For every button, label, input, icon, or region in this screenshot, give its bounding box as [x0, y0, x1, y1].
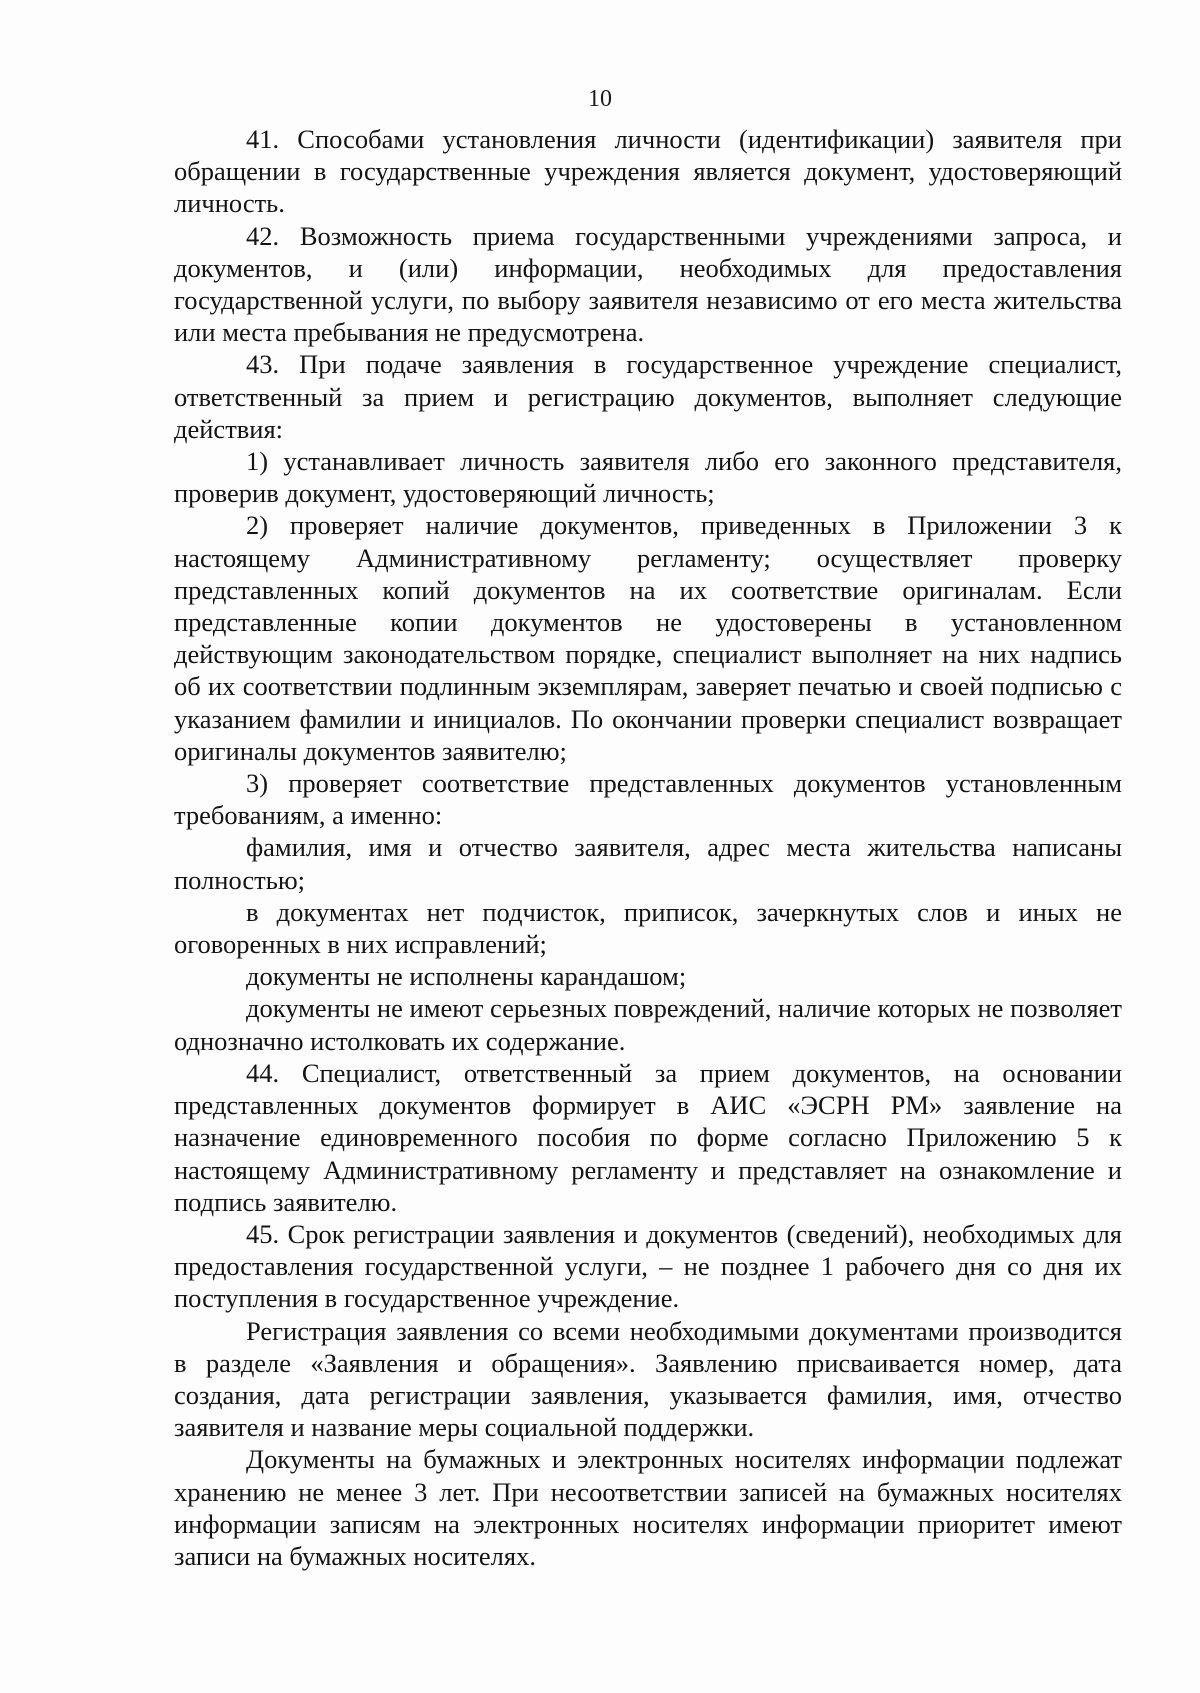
- requirement-no-corrections: в документах нет подчисток, приписок, зачеркнутых слов и иных не оговоренных в них исправлений;: [174, 896, 1122, 960]
- paragraph-43: 43. При подаче заявления в государственное учреждение специалист, ответственный за прием и регистрацию документов, выполняет следующие действия:: [174, 349, 1122, 444]
- paragraph-45: 45. Срок регистрации заявления и документов (сведений), необходимых для предоставления государственной услуги, – не позднее 1 рабочего дня со дня их поступления в государственное учреждение.: [174, 1218, 1122, 1314]
- paragraph-43-item-3: 3) проверяет соответствие представленных документов установленным требованиям, а именно:: [174, 768, 1122, 831]
- paragraph-43-item-1: 1) устанавливает личность заявителя либо его законного представителя, проверив документ, удостоверяющий личность;: [174, 446, 1122, 509]
- paragraph-41: 41. Способами установления личности (идентификации) заявителя при обращении в государственные учреждения является документ, удостоверяющий личность.: [174, 124, 1122, 219]
- requirement-no-pencil: документы не исполнены карандашом;: [246, 961, 687, 992]
- requirement-full-names: фамилия, имя и отчество заявителя, адрес места жительства написаны полностью;: [174, 832, 1122, 895]
- page-number: 10: [588, 86, 612, 112]
- paragraph-registration: Регистрация заявления со всеми необходимыми документами производится в разделе «Заявления и обращения». Заявлению присваивается номер, дата создания, дата регистрации заявления, указывается фамилия, имя, отчество заявителя и название меры социальной поддержки.: [174, 1315, 1122, 1443]
- requirement-no-damage: документы не имеют серьезных повреждений, наличие которых не позволяет однозначно истолковать их содержание.: [174, 993, 1122, 1056]
- paragraph-42: 42. Возможность приема государственными учреждениями запроса, и документов, и (или) информации, необходимых для предоставления государственной услуги, по выбору заявителя независимо от его места жительства или места пребывания не предусмотрена.: [174, 220, 1122, 348]
- paragraph-storage: Документы на бумажных и электронных носителях информации подлежат хранению не менее 3 лет. При несоответствии записей на бумажных носителях информации записям на электронных носителях информации приоритет имеют записи на бумажных носителях.: [174, 1444, 1122, 1571]
- document-body: [174, 123, 1122, 1572]
- paragraph-44: 44. Специалист, ответственный за прием документов, на основании представленных документов формирует в АИС «ЭСРН РМ» заявление на назначение единовременного пособия по форме согласно Приложению 5 к настоящему Административному регламенту и представляет на ознакомление и подпись заявителю.: [174, 1057, 1122, 1217]
- paragraph-43-item-2: 2) проверяет наличие документов, приведенных в Приложении 3 к настоящему Административному регламенту; осуществляет проверку представленных копий документов на их соответствие оригиналам. Если представленные копии документов не удостоверены в установленном действующим законодательством порядке, специалист выполняет на них надпись об их соответствии подлинным экземплярам, заверяет печатью и своей подписью с указанием фамилии и инициалов. По окончании проверки специалист возвращает оригиналы документов заявителю;: [174, 510, 1122, 766]
